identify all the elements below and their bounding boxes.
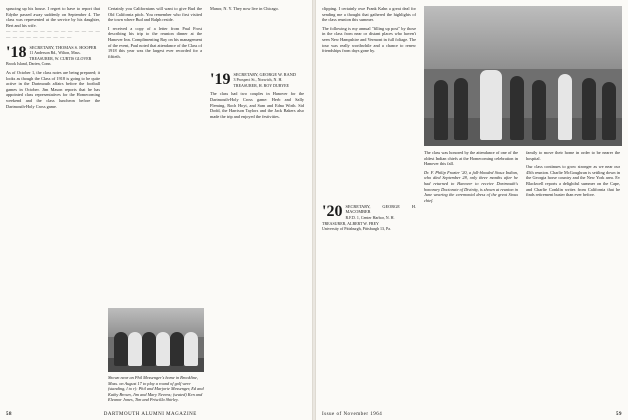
secretary-address: 3 Prospect St., Norwich, N. H. <box>233 77 283 83</box>
secretary-name: SECRETARY, THOMAS S. HOOPER <box>29 44 97 50</box>
class-1919-header <box>210 72 304 89</box>
column-top-text: Certainly you Californians will want to give Bud the Old California pitch. You remember who first visited the town where Bud and Ralph reside. <box>108 6 202 23</box>
class-1920-header <box>322 204 416 232</box>
secretary-name: SECRETARY, GEORGE H. MACOMBER <box>345 203 416 215</box>
left-footer <box>6 412 197 417</box>
left-column-1: sprucing up his house. I regret to have to report that Edythe passed away suddenly on September 4. The class was represented at the service by his daughter, Bert and his wife. — — — — — — — — — — — — — — — — — — — — — — — — '18 SECRETARY, THOMAS S. HOOPER 11 Anderson Rd., Wilton, Mass. TREASURER, W. CURTIS GLOVER Brook Island, Darien, Conn. As of October 1, the class notes are being prepared; it looks as though the Class of 1918 is going to be quite active in the Dartmouth affairs before the football games in October. Jim Mason reports that he has appointed class representatives for the Homecoming weekend and the class luncheon before the Dartmouth-Holy Cross game. <box>6 6 100 109</box>
page-number: 59 <box>616 412 622 417</box>
secretary-address: 11 Anderson Rd., Wilton, Mass. <box>29 50 81 56</box>
treasurer-name: TREASURER, W. CURTIS GLOVER <box>29 55 92 61</box>
class-notes-body: I received a copy of a letter from Paul Frost describing his trip to the reunion dinner at the Hanover Inn. Complimenting Ray on his management of the event, Paul noted that attendance of the Class of 1918 this year was the largest ever recorded for a fiftieth. <box>108 25 202 59</box>
right-column-2 <box>424 150 518 203</box>
class-year: '18 <box>6 44 27 61</box>
class-1918-header <box>6 45 100 67</box>
secretary-name: SECRETARY, GEORGE W. RAND <box>233 71 296 77</box>
column-top-text: clipping. I certainly owe Frank Kahn a great deal for sending me a thought that gathered the highlights of the class reunion this summer. <box>322 6 416 23</box>
magazine-title: DARTMOUTH ALUMNI MAGAZINE <box>103 412 197 417</box>
page-number: 58 <box>6 412 12 417</box>
treasurer-address: University of Pittsburgh, Pittsburgh 13, Pa. <box>322 226 391 232</box>
column-top-text: Manor, N. Y. They now live in Chicago. <box>210 6 279 11</box>
class-year: '19 <box>210 71 231 88</box>
right-column-3 <box>526 150 620 198</box>
class-notes-body: As of October 1, the class notes are being prepared; it looks as though the Class of 1918 is going to be quite active in the Dartmouth affairs before the football games in October. Jim Mason reports that he has appointed class representatives for the Homecoming weekend and the class luncheon before the Dartmouth-Holy Cross game. <box>6 69 100 109</box>
issue-date: Issue of November 1964 <box>322 412 383 417</box>
secretary-address: R.F.D. 1, Center Harbor, N. H. <box>345 214 395 220</box>
class-year: '20 <box>322 203 343 220</box>
treasurer-name: TREASURER, ALBERT W. FREY <box>322 220 379 226</box>
column-top-text: sprucing up his house. I regret to have to report that Edythe passed away suddenly on September 4. The class was represented at the service by his daughter, Bert and his wife. <box>6 6 100 28</box>
class-notes-body: The following is my annual "filling up post" by those in the class from near or distant places who haven't seen New Hampshire and Vermont in full foliage. The tour was really worthwhile and a chance to renew friendships from days gone by. <box>322 25 416 54</box>
golf-group-photo <box>108 308 204 372</box>
left-page <box>0 0 312 420</box>
right-column-1 <box>322 6 416 232</box>
indian-chief-photo <box>424 6 622 146</box>
class-notes-body: Dr. F. Philip Frazier '20, a full-blooded Sioux Indian, who died September 28, only three months after he had returned to Hanover to receive Dartmouth's honorary Doctorate of Divinity, is shown at reunion in June wearing the ceremonial dress of the great Sioux chief. <box>424 169 518 203</box>
treasurer-address: Brook Island, Darien, Conn. <box>6 61 52 67</box>
left-column-2 <box>108 6 202 59</box>
photo-caption: Shown near an Phil Messenger's home in Brookline, Mass. on August 17 to play a round of golf were (standing, l to r): Phil and Marjorie Messenger, Ed and Kathy Brown, Jim and Mary Nevens; (seated) Ken and Eleanor Jones, Tim and Priscilla Shirley. <box>108 375 204 403</box>
treasurer-name: TREASURER, H. ROY DURYEE <box>233 82 289 88</box>
column-top-text: family to move their home in order to be nearer the hospital. <box>526 150 620 161</box>
right-footer <box>322 412 622 417</box>
class-notes-body: The class had two couples in Hanover for the Dartmouth-Holy Cross game: Herb and Sally Fleming, Roch Hoyt, and Sam and Edna Wirth. Sid Dodd, the Harrison Taylors and the Jack Bakers also made the trip and enjoyed the festivities. <box>210 91 304 119</box>
class-notes-body: Our class continues to grow stronger as we near our 45th reunion. Charlie McGoughran is settling down in the Georgia horse country and the New York area. Ev Blackwell reports a delightful summer on the Cape, and Charlie Conklin writes from California that he finds retirement busier than ever before. <box>526 164 620 198</box>
left-column-3 <box>210 6 304 119</box>
column-top-text: The class was honored by the attendance of one of the oldest Indian chiefs at the Homecoming celebration in Hanover this fall. <box>424 150 518 167</box>
right-page <box>316 0 628 420</box>
